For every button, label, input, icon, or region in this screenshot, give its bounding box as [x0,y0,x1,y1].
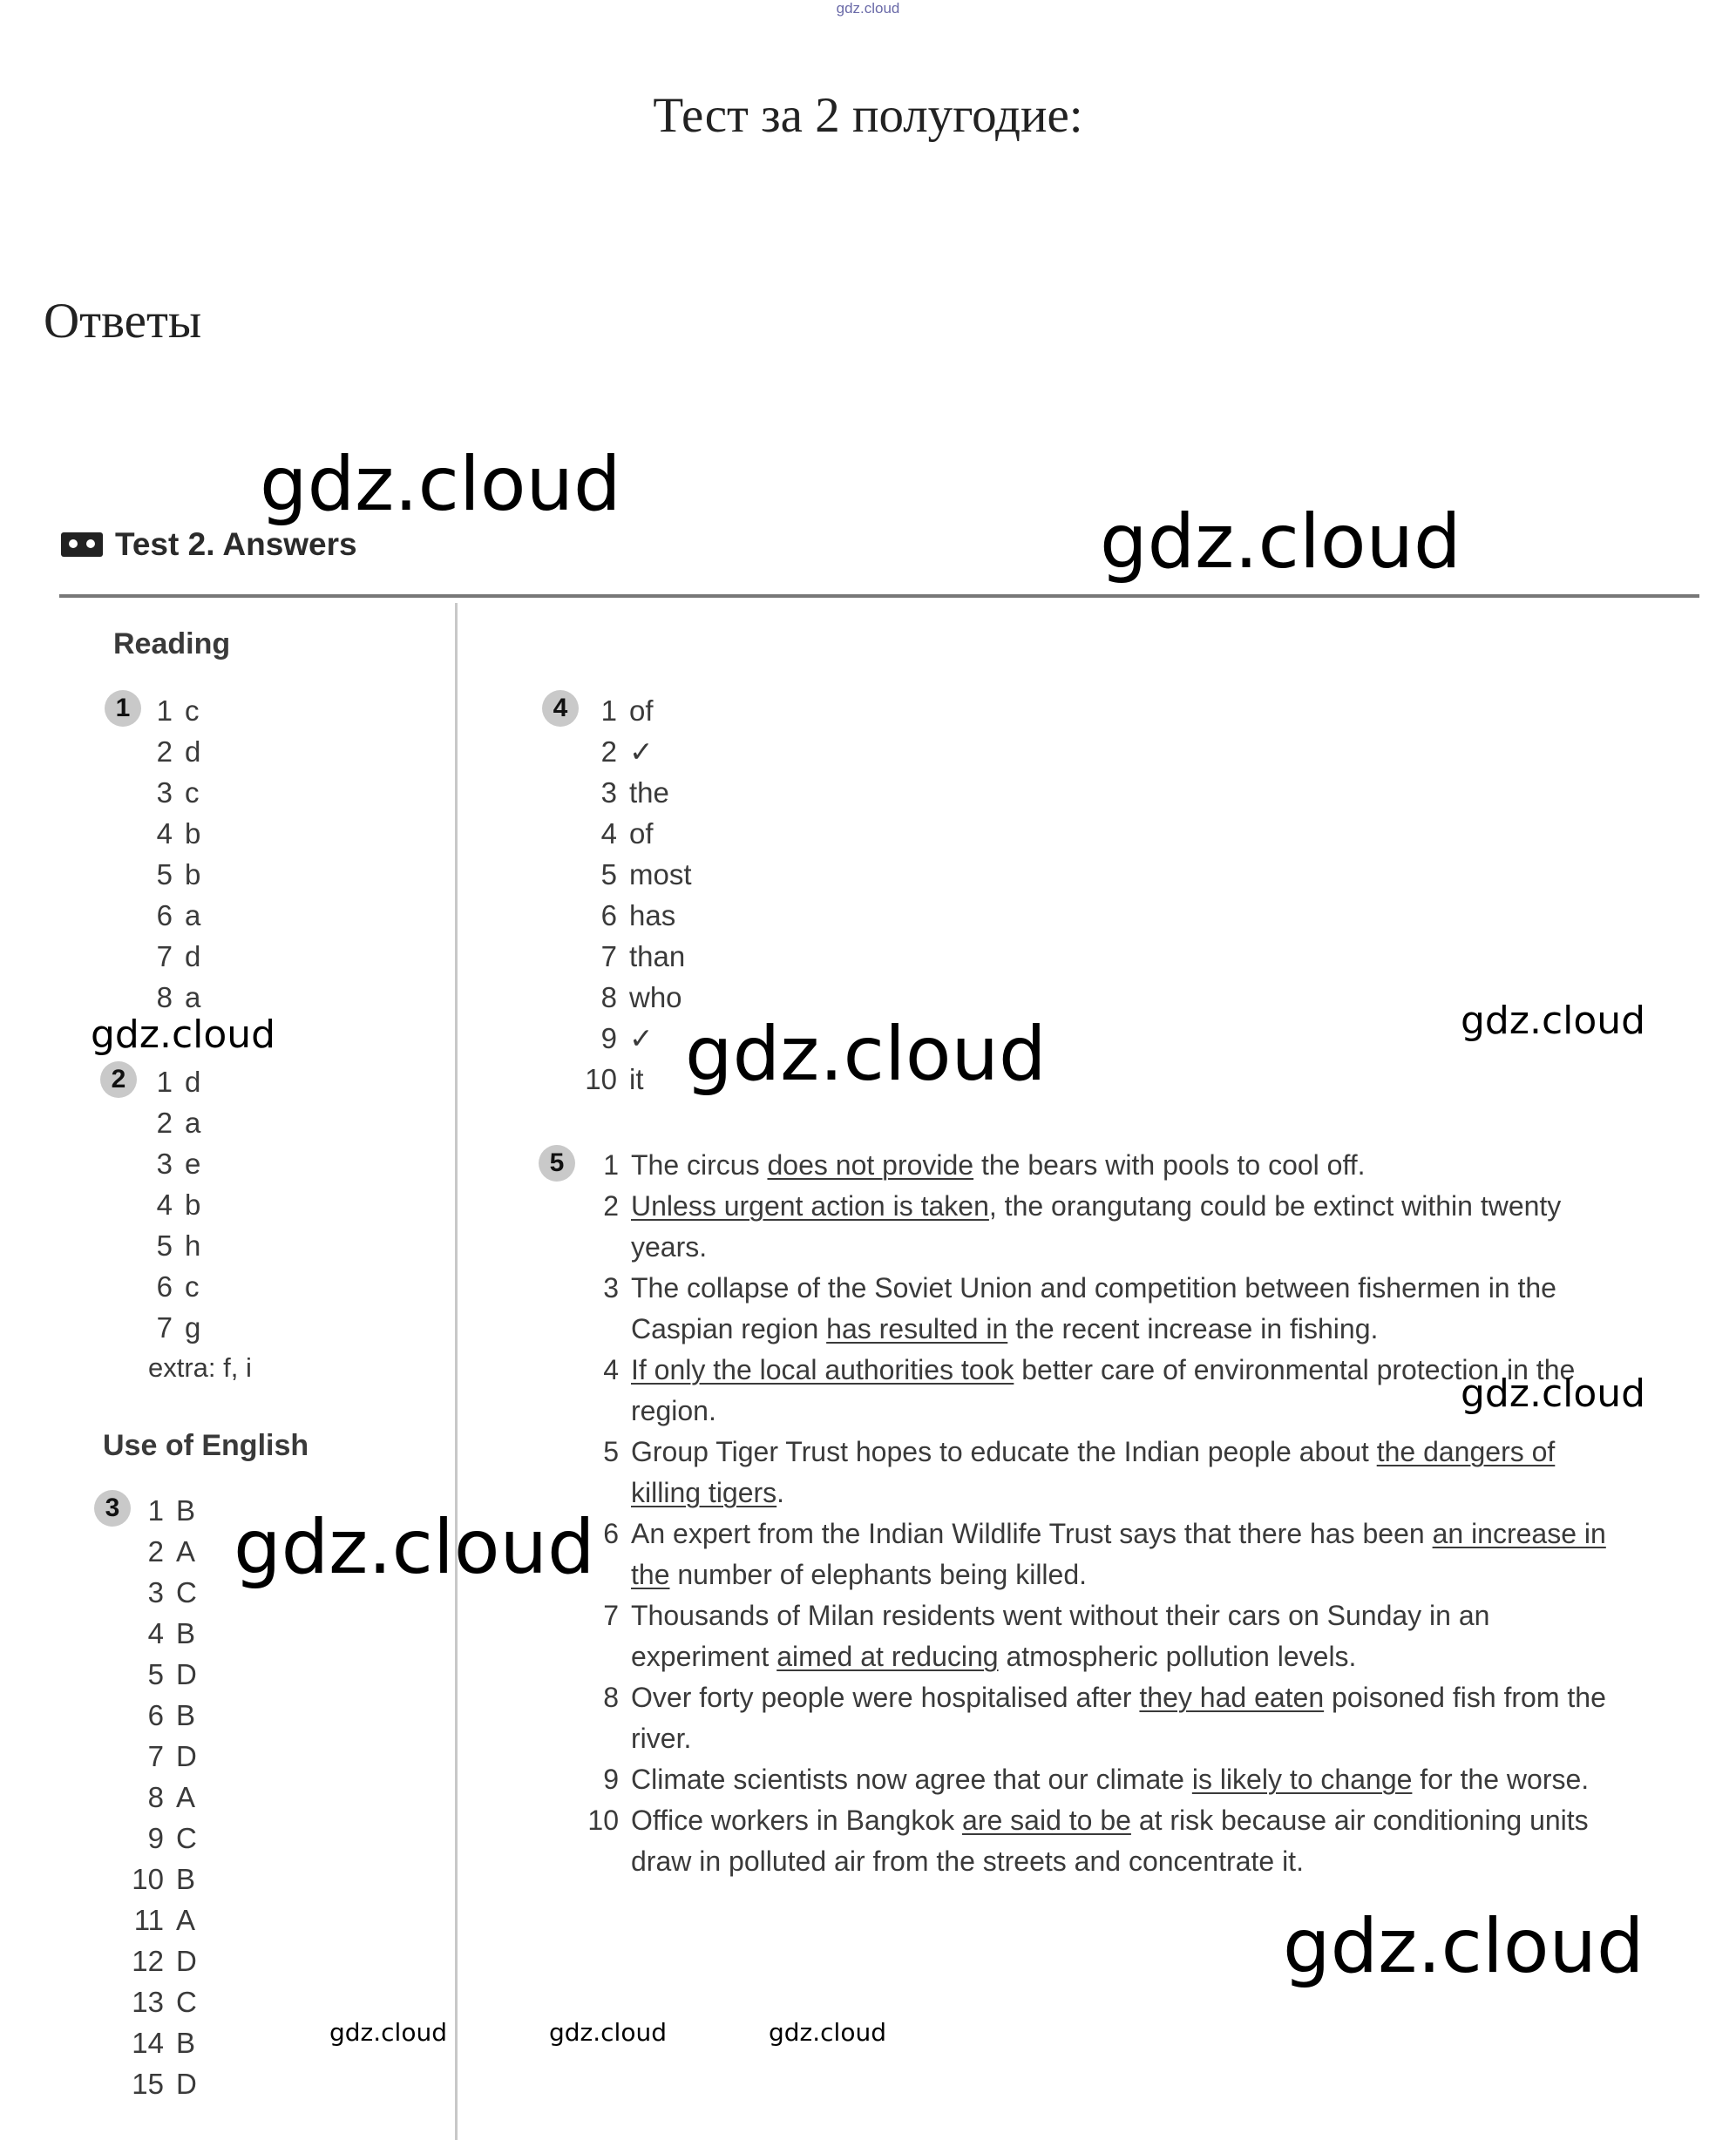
sentence-part: Climate scientists now agree that our climate [631,1764,1192,1795]
answer-value: a [185,899,201,931]
answer-row [122,1981,197,2022]
sentence-part: Thousands of Milan residents went without their cars on Sunday in an experiment [631,1600,1490,1672]
sentence-text [631,1800,1616,1882]
sentence-text [631,1514,1616,1595]
answer-value: b [185,1189,201,1221]
answers-title-text: Test 2. Answers [115,526,357,562]
watermark: gdz.cloud [1283,1903,1644,1990]
answer-value: C [176,1986,197,2018]
answer-value: B [176,1494,196,1527]
sentence-number: 10 [587,1805,619,1836]
answer-number: 1 [156,1066,173,1098]
sentence-item [568,1759,1616,1800]
answer-row [122,1900,197,1940]
answer-number: 7 [147,1740,164,1772]
sentence-part: The circus [631,1149,768,1181]
answer-value: D [176,1945,197,1977]
answer-number: 4 [156,1189,173,1221]
answer-value: e [185,1148,201,1180]
sentence-number: 9 [603,1764,619,1795]
sentence-part: Office workers in Bangkok [631,1805,963,1836]
answer-value: most [629,858,692,891]
answer-number: 6 [600,899,617,931]
sentence-number: 7 [603,1600,619,1631]
answer-row [131,1061,200,1102]
answer-row [122,1613,197,1654]
site-mark: gdz.cloud [836,0,900,17]
answer-value: C [176,1822,197,1854]
answer-number: 4 [156,817,173,850]
answer-row [575,731,692,772]
answer-number: 3 [156,776,173,809]
underlined-answer: aimed at reducing [776,1641,999,1672]
sentence-number: 2 [603,1190,619,1222]
answer-number: 2 [600,735,617,768]
watermark: gdz.cloud [549,2018,667,2047]
sentence-item [568,1514,1616,1595]
sentence-part: the bears with pools to cool off. [973,1149,1366,1181]
watermark: gdz.cloud [1461,999,1646,1043]
answer-number: 10 [585,1063,617,1095]
answer-value: a [185,981,201,1013]
watermark: gdz.cloud [329,2018,447,2047]
answer-value: c [185,694,200,727]
answer-row [575,813,692,854]
sentence-part: better care of environmental protection in the region. [631,1354,1576,1426]
watermark: gdz.cloud [91,1012,276,1057]
answer-value: than [629,940,686,972]
sentence-part: Group Tiger Trust hopes to educate the Indian people about [631,1436,1377,1467]
underlined-answer: an increase in the [631,1518,1606,1590]
answer-value: A [176,1535,196,1568]
task5-sentence-list [568,1145,1616,1882]
answer-row [131,1225,200,1266]
answer-row [131,772,200,813]
answer-value: d [185,940,201,972]
answer-row [131,690,200,731]
task1-answer-list [131,690,200,1018]
answer-row [575,936,692,977]
answer-number: 15 [132,2068,164,2100]
answer-number: 6 [156,899,173,931]
task-badge-5: 5 [539,1145,575,1182]
underlined-answer: they had eaten [1139,1682,1325,1713]
watermark: gdz.cloud [1461,1371,1646,1416]
answer-number: 8 [147,1781,164,1813]
answer-number: 10 [132,1863,164,1895]
answer-value: ✓ [629,1022,654,1054]
answer-row [131,895,200,936]
answer-row [575,1059,692,1100]
answer-value: it [629,1063,644,1095]
answer-row [131,1143,200,1184]
answer-value: of [629,694,654,727]
answer-value: a [185,1107,201,1139]
watermark: gdz.cloud [769,2018,886,2047]
answer-value: A [176,1904,196,1936]
answer-row [131,813,200,854]
answer-number: 5 [156,1229,173,1262]
underlined-answer: is likely to change [1191,1764,1413,1795]
answer-number: 12 [132,1945,164,1977]
task2-answer-list [131,1061,200,1348]
answer-number: 13 [132,1986,164,2018]
answer-value: b [185,858,201,891]
answer-number: 6 [156,1270,173,1303]
watermark: gdz.cloud [685,1011,1047,1098]
answer-row [122,1859,197,1900]
answer-number: 8 [600,981,617,1013]
sentence-part: for the worse. [1412,1764,1590,1795]
answer-number: 2 [147,1535,164,1568]
sentence-item [568,1432,1616,1514]
answers-title [61,526,357,563]
task3-answer-list [122,1490,197,2104]
answer-number: 2 [156,735,173,768]
answer-value: d [185,1066,201,1098]
answer-value: B [176,1863,196,1895]
sentence-number: 3 [603,1272,619,1304]
answer-number: 6 [147,1699,164,1731]
sentence-part: poisoned fish from the river. [631,1682,1606,1754]
answer-row [131,1266,200,1307]
underlined-answer: the dangers of killing tigers [631,1436,1556,1508]
answer-value: b [185,817,201,850]
sentence-text [631,1432,1616,1514]
sentence-part: the recent increase in fishing. [1007,1313,1379,1344]
answer-row [122,1736,197,1777]
cassette-icon [61,532,103,557]
sentence-item [568,1350,1616,1432]
answer-number: 1 [600,694,617,727]
answer-value: B [176,1617,196,1649]
answer-row [131,854,200,895]
sentence-part: atmospheric pollution levels. [998,1641,1357,1672]
sentence-item [568,1268,1616,1350]
sentence-item [568,1800,1616,1882]
task4-answer-list [575,690,692,1100]
task-badge-1: 1 [105,690,141,727]
task-badge-4: 4 [542,690,579,727]
sentence-text [631,1186,1616,1268]
answer-number: 14 [132,2027,164,2059]
underlined-answer: does not provide [767,1149,974,1181]
answer-value: C [176,1576,197,1608]
answer-value: c [185,776,200,809]
answer-row [131,1102,200,1143]
sentence-part: An expert from the Indian Wildlife Trust says that there has been [631,1518,1433,1549]
sentence-text [631,1268,1616,1350]
answer-number: 7 [156,940,173,972]
answer-value: d [185,735,201,768]
watermark: gdz.cloud [1100,498,1461,586]
answer-row [122,1777,197,1818]
use-of-english-heading: Use of English [103,1429,309,1462]
answer-value: c [185,1270,200,1303]
answer-row [122,2063,197,2104]
answer-number: 7 [600,940,617,972]
sentence-part: number of elephants being killed. [669,1559,1088,1590]
answer-number: 9 [600,1022,617,1054]
answer-row [575,690,692,731]
answer-value: D [176,1740,197,1772]
answer-number: 3 [147,1576,164,1608]
sentence-item [568,1145,1616,1186]
answer-value: B [176,1699,196,1731]
page-title: Тест за 2 полугодие: [653,88,1083,143]
task-badge-2: 2 [100,1061,137,1098]
sentence-text [631,1677,1616,1759]
answer-value: h [185,1229,201,1262]
sentence-text [631,1759,1616,1800]
underlined-answer: has resulted in [826,1313,1008,1344]
answer-row [122,1940,197,1981]
reading-heading: Reading [113,627,231,660]
answer-number: 8 [156,981,173,1013]
watermark: gdz.cloud [260,441,621,528]
sentence-part: , the orangutang could be extinct within twenty years. [631,1190,1562,1263]
task2-extra: extra: f, i [148,1352,252,1383]
answer-number: 2 [156,1107,173,1139]
answer-number: 5 [147,1658,164,1690]
answer-number: 5 [156,858,173,891]
answer-number: 5 [600,858,617,891]
answer-row [122,1818,197,1859]
answer-row [131,977,200,1018]
answer-row [131,1184,200,1225]
answer-row [575,1018,692,1059]
answer-number: 3 [600,776,617,809]
answer-number: 1 [156,694,173,727]
answer-row [575,895,692,936]
sentence-part: at risk because air conditioning units draw in polluted air from the streets and concentrate it. [631,1805,1589,1877]
answer-value: D [176,2068,197,2100]
sentence-part: The collapse of the Soviet Union and competition between fishermen in the Caspian region [631,1272,1556,1344]
answer-number: 1 [147,1494,164,1527]
underlined-answer: Unless urgent action is taken [631,1190,989,1222]
answer-row [131,731,200,772]
sentence-number: 1 [603,1149,619,1181]
task-badge-3: 3 [94,1490,131,1527]
answer-value: g [185,1311,201,1344]
sentence-part: . [776,1477,785,1508]
sentence-number: 4 [603,1354,619,1385]
answer-row [131,936,200,977]
title-divider [59,594,1699,598]
answer-row [122,1490,197,1531]
answer-number: 4 [147,1617,164,1649]
answer-row [122,1531,197,1572]
answer-row [122,2022,197,2063]
sentence-text [631,1145,1616,1186]
answer-row [575,854,692,895]
watermark: gdz.cloud [234,1504,595,1591]
sentence-item [568,1186,1616,1268]
answer-value: ✓ [629,735,654,768]
answer-value: the [629,776,669,809]
answer-value: of [629,817,654,850]
answer-row [122,1572,197,1613]
page-subtitle: Ответы [44,294,202,349]
sentence-text [631,1595,1616,1677]
answer-number: 4 [600,817,617,850]
sentence-item [568,1595,1616,1677]
answer-number: 11 [133,1904,164,1936]
answer-row [122,1695,197,1736]
answer-value: A [176,1781,196,1813]
sentence-part: Over forty people were hospitalised after [631,1682,1140,1713]
answer-row [131,1307,200,1348]
underlined-answer: If only the local authorities took [631,1354,1014,1385]
column-divider [455,603,458,2140]
answer-number: 7 [156,1311,173,1344]
sentence-item [568,1677,1616,1759]
answer-row [575,772,692,813]
sentence-number: 8 [603,1682,619,1713]
underlined-answer: are said to be [962,1805,1131,1836]
sentence-number: 5 [603,1436,619,1467]
answer-number: 3 [156,1148,173,1180]
answer-value: has [629,899,676,931]
answer-value: D [176,1658,197,1690]
answer-row [575,977,692,1018]
answer-value: who [629,981,682,1013]
answer-row [122,1654,197,1695]
answer-number: 9 [147,1822,164,1854]
sentence-number: 6 [603,1518,619,1549]
answer-value: B [176,2027,196,2059]
